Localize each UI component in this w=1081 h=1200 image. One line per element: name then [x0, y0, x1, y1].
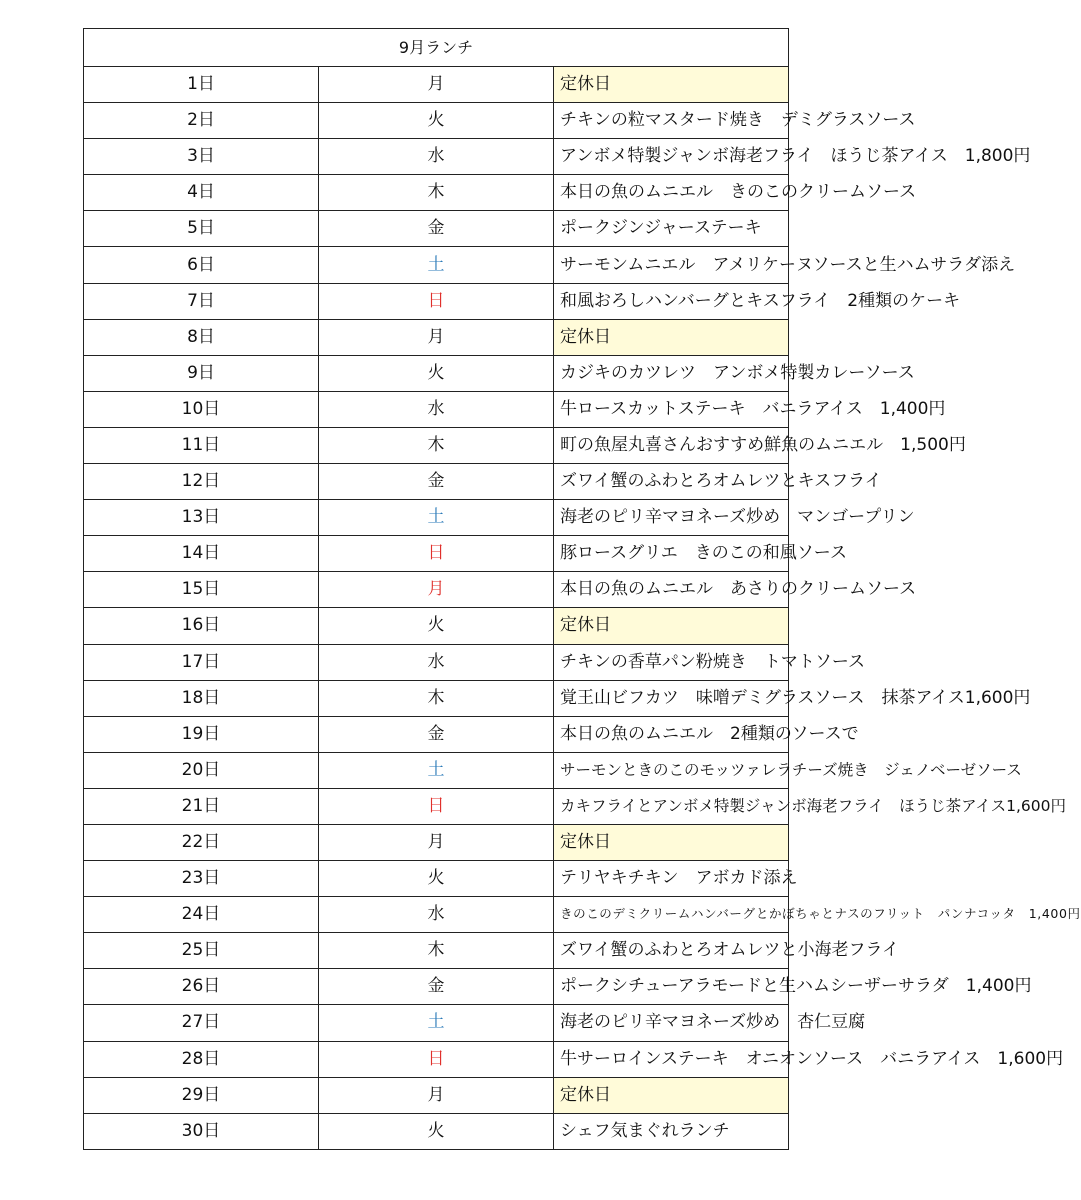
day-of-week: 金 [319, 716, 554, 752]
day-date: 7日 [84, 283, 319, 319]
day-row [84, 572, 789, 608]
menu-item: チキンの粒マスタード焼き デミグラスソース [554, 103, 789, 139]
day-of-week: 木 [319, 175, 554, 211]
menu-item: ズワイ蟹のふわとろオムレツとキスフライ [554, 464, 789, 500]
day-row [84, 644, 789, 680]
day-date: 8日 [84, 319, 319, 355]
menu-item: テリヤキチキン アボカド添え [554, 861, 789, 897]
day-date: 23日 [84, 861, 319, 897]
day-date: 2日 [84, 103, 319, 139]
day-of-week: 日 [319, 1041, 554, 1077]
closed-day-label: 定休日 [554, 824, 789, 860]
day-date: 13日 [84, 500, 319, 536]
day-of-week: 水 [319, 897, 554, 933]
menu-item: アンボメ特製ジャンボ海老フライ ほうじ茶アイス 1,800円 [554, 139, 789, 175]
day-date: 1日 [84, 67, 319, 103]
menu-item: 豚ロースグリエ きのこの和風ソース [554, 536, 789, 572]
day-row [84, 861, 789, 897]
day-row [84, 1041, 789, 1077]
day-row [84, 1077, 789, 1113]
day-row [84, 427, 789, 463]
menu-item: ポークシチューアラモードと生ハムシーザーサラダ 1,400円 [554, 969, 789, 1005]
day-row [84, 67, 789, 103]
menu-item: 和風おろしハンバーグとキスフライ 2種類のケーキ [554, 283, 789, 319]
day-row [84, 897, 789, 933]
day-of-week: 月 [319, 67, 554, 103]
lunch-menu-body [84, 29, 1081, 1150]
day-date: 4日 [84, 175, 319, 211]
menu-item: ズワイ蟹のふわとろオムレツと小海老フライ [554, 933, 789, 969]
menu-item: 覚王山ビフカツ 味噌デミグラスソース 抹茶アイス1,600円 [554, 680, 789, 716]
day-of-week: 月 [319, 1077, 554, 1113]
day-of-week: 土 [319, 752, 554, 788]
menu-item: カキフライとアンボメ特製ジャンボ海老フライ ほうじ茶アイス1,600円 [554, 788, 789, 824]
day-row [84, 752, 789, 788]
day-date: 15日 [84, 572, 319, 608]
menu-item: チキンの香草パン粉焼き トマトソース [554, 644, 789, 680]
day-of-week: 日 [319, 788, 554, 824]
day-row [84, 716, 789, 752]
day-row [84, 1113, 789, 1149]
closed-day-label: 定休日 [554, 608, 789, 644]
day-date: 12日 [84, 464, 319, 500]
day-of-week: 土 [319, 500, 554, 536]
day-date: 30日 [84, 1113, 319, 1149]
closed-day-label: 定休日 [554, 1077, 789, 1113]
day-date: 27日 [84, 1005, 319, 1041]
day-date: 16日 [84, 608, 319, 644]
day-date: 11日 [84, 427, 319, 463]
menu-item: 海老のピリ辛マヨネーズ炒め 杏仁豆腐 [554, 1005, 789, 1041]
menu-item: 牛ロースカットステーキ バニラアイス 1,400円 [554, 391, 789, 427]
day-date: 19日 [84, 716, 319, 752]
menu-item: 町の魚屋丸喜さんおすすめ鮮魚のムニエル 1,500円 [554, 427, 789, 463]
day-of-week: 金 [319, 464, 554, 500]
day-of-week: 金 [319, 211, 554, 247]
day-row [84, 824, 789, 860]
menu-item: サーモンときのこのモッツァレラチーズ焼き ジェノベーゼソース [554, 752, 789, 788]
day-date: 21日 [84, 788, 319, 824]
day-of-week: 土 [319, 247, 554, 283]
day-date: 28日 [84, 1041, 319, 1077]
menu-item: 本日の魚のムニエル 2種類のソースで [554, 716, 789, 752]
lunch-menu-table [83, 28, 1081, 1150]
day-row [84, 103, 789, 139]
day-row [84, 319, 789, 355]
day-row [84, 391, 789, 427]
day-date: 10日 [84, 391, 319, 427]
menu-item: ポークジンジャーステーキ [554, 211, 789, 247]
menu-item: 本日の魚のムニエル あさりのクリームソース [554, 572, 789, 608]
day-of-week: 木 [319, 427, 554, 463]
day-row [84, 933, 789, 969]
day-row [84, 969, 789, 1005]
day-of-week: 火 [319, 355, 554, 391]
menu-item: サーモンムニエル アメリケーヌソースと生ハムサラダ添え [554, 247, 789, 283]
menu-item: カジキのカツレツ アンボメ特製カレーソース [554, 355, 789, 391]
day-of-week: 火 [319, 103, 554, 139]
day-of-week: 火 [319, 1113, 554, 1149]
day-row [84, 211, 789, 247]
day-of-week: 月 [319, 824, 554, 860]
day-of-week: 火 [319, 861, 554, 897]
menu-item: 牛サーロインステーキ オニオンソース バニラアイス 1,600円 [554, 1041, 789, 1077]
title-row [84, 29, 789, 67]
menu-item: きのこのデミクリームハンバーグとかぼちゃとナスのフリット パンナコッタ 1,400円 [554, 897, 789, 933]
day-of-week: 木 [319, 933, 554, 969]
day-of-week: 水 [319, 391, 554, 427]
day-date: 17日 [84, 644, 319, 680]
day-date: 3日 [84, 139, 319, 175]
day-date: 6日 [84, 247, 319, 283]
day-date: 24日 [84, 897, 319, 933]
day-of-week: 金 [319, 969, 554, 1005]
day-date: 18日 [84, 680, 319, 716]
day-date: 25日 [84, 933, 319, 969]
menu-title: 9月ランチ [84, 29, 789, 67]
day-date: 9日 [84, 355, 319, 391]
day-row [84, 139, 789, 175]
day-of-week: 月 [319, 319, 554, 355]
menu-item: 海老のピリ辛マヨネーズ炒め マンゴープリン [554, 500, 789, 536]
day-of-week: 月 [319, 572, 554, 608]
day-row [84, 1005, 789, 1041]
day-row [84, 788, 789, 824]
day-of-week: 火 [319, 608, 554, 644]
day-row [84, 608, 789, 644]
day-date: 5日 [84, 211, 319, 247]
day-date: 26日 [84, 969, 319, 1005]
day-of-week: 木 [319, 680, 554, 716]
day-row [84, 536, 789, 572]
day-row [84, 247, 789, 283]
day-of-week: 土 [319, 1005, 554, 1041]
day-of-week: 水 [319, 139, 554, 175]
day-row [84, 500, 789, 536]
closed-day-label: 定休日 [554, 67, 789, 103]
day-row [84, 680, 789, 716]
day-date: 22日 [84, 824, 319, 860]
day-row [84, 464, 789, 500]
day-date: 29日 [84, 1077, 319, 1113]
day-row [84, 283, 789, 319]
day-of-week: 日 [319, 283, 554, 319]
day-of-week: 日 [319, 536, 554, 572]
day-row [84, 355, 789, 391]
day-date: 14日 [84, 536, 319, 572]
day-row [84, 175, 789, 211]
day-date: 20日 [84, 752, 319, 788]
closed-day-label: 定休日 [554, 319, 789, 355]
day-of-week: 水 [319, 644, 554, 680]
menu-item: シェフ気まぐれランチ [554, 1113, 789, 1149]
menu-item: 本日の魚のムニエル きのこのクリームソース [554, 175, 789, 211]
